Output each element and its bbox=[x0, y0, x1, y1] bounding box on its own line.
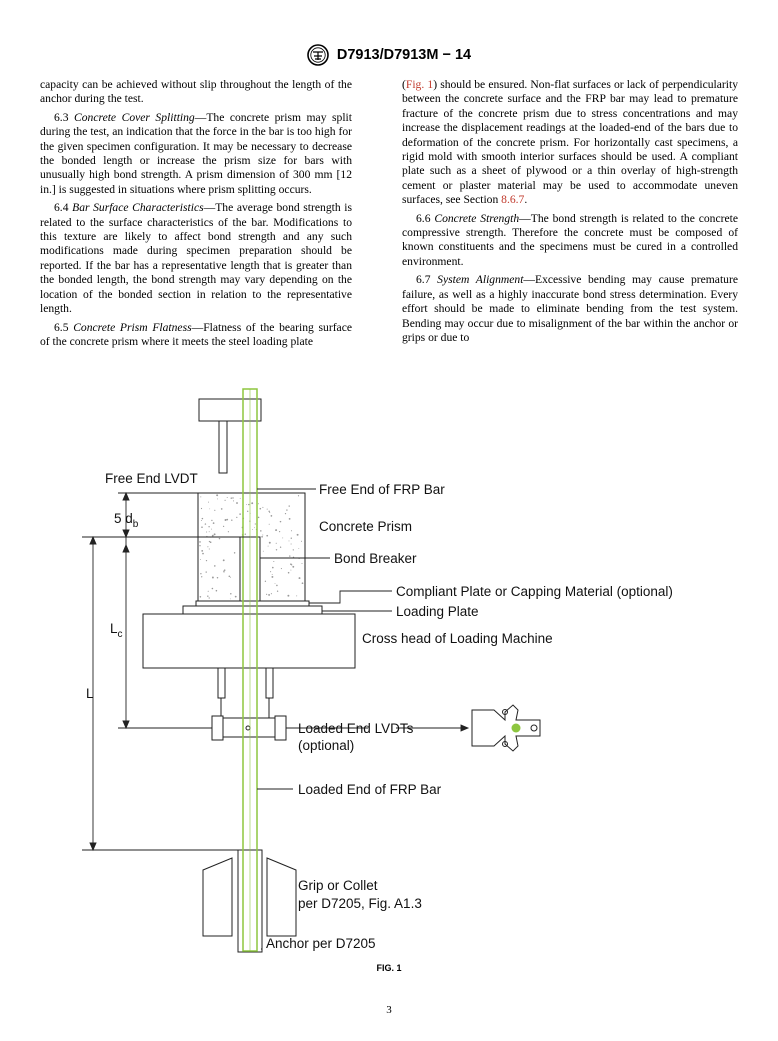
concrete-speckle bbox=[216, 494, 218, 496]
bar-section-icon bbox=[512, 724, 521, 733]
concrete-speckle bbox=[275, 583, 276, 584]
concrete-speckle bbox=[219, 538, 220, 539]
concrete-speckle bbox=[199, 545, 200, 546]
concrete-speckle bbox=[246, 504, 247, 505]
label-loading-plate: Loading Plate bbox=[396, 604, 479, 619]
text-fragment: ) should be ensured. Non-flat surfaces or lack of perpendicularity between the concrete surface and the FRP bar may lead to premature fracture of the concrete prism due to stress concentrations and may increase the displacement readings at the loaded-end of the bars due to deformation of the concrete prism. For horizontally cast specimens, a rigid mold with smooth interior surfaces should be used. A compliant plate such as a sheet of plywood or a thin overlay of high-strength cement or plaster material may be used to accommodate uneven surfaces, see Section bbox=[402, 78, 738, 207]
concrete-speckle bbox=[281, 568, 282, 569]
label-lc: $L_c$ bbox=[110, 621, 123, 640]
concrete-speckle bbox=[206, 560, 207, 561]
concrete-speckle bbox=[270, 571, 271, 572]
concrete-speckle bbox=[201, 520, 202, 521]
concrete-speckle bbox=[280, 521, 282, 523]
text-column-right bbox=[402, 78, 738, 349]
label-free-end-lvdt: Free End LVDT bbox=[105, 471, 198, 486]
concrete-speckle bbox=[248, 504, 249, 505]
concrete-speckle bbox=[201, 550, 203, 552]
concrete-speckle bbox=[230, 593, 232, 595]
concrete-speckle bbox=[289, 555, 290, 556]
label-5db: 5 $d_b$ bbox=[114, 511, 139, 530]
concrete-speckle bbox=[232, 497, 233, 498]
concrete-speckle bbox=[214, 565, 216, 567]
label-cross-head: Cross head of Loading Machine bbox=[362, 631, 553, 646]
section-6-5 bbox=[40, 321, 352, 350]
section-title: Concrete Prism Flatness bbox=[73, 320, 192, 334]
concrete-speckle bbox=[267, 509, 268, 510]
concrete-speckle bbox=[228, 531, 229, 532]
concrete-speckle bbox=[212, 588, 214, 590]
free-end-lvdt-sensor bbox=[219, 421, 227, 473]
concrete-speckle bbox=[212, 535, 214, 537]
section-body: —Excessive bending may cause premature failure, as well as a highly inaccurate bond stress determination. Every effort should be made to eliminate bending from the test system. Bending may occur due to misalignment of the bar within the anchor or grips or due to bbox=[402, 273, 738, 344]
figure-1 bbox=[0, 380, 778, 980]
text-fragment: ( bbox=[402, 78, 406, 91]
concrete-speckle bbox=[230, 598, 231, 599]
concrete-speckle bbox=[290, 563, 292, 565]
concrete-speckle bbox=[221, 508, 223, 510]
concrete-speckle bbox=[208, 502, 209, 503]
concrete-speckle bbox=[233, 500, 234, 501]
lvdt-rod-left bbox=[218, 668, 225, 698]
concrete-speckle bbox=[280, 547, 281, 548]
concrete-speckle bbox=[254, 527, 255, 528]
section-number: 6.7 bbox=[416, 273, 431, 287]
concrete-speckle bbox=[271, 593, 272, 594]
concrete-speckle bbox=[268, 511, 269, 512]
section-number: 6.6 bbox=[416, 211, 431, 225]
label-l: L bbox=[86, 686, 94, 701]
label-compliant-plate: Compliant Plate or Capping Material (optional) bbox=[396, 584, 673, 599]
text-column-left bbox=[40, 78, 352, 353]
concrete-speckle bbox=[259, 508, 261, 510]
lvdt-clamp-detail bbox=[472, 705, 540, 751]
concrete-speckle bbox=[289, 540, 290, 541]
concrete-speckle bbox=[258, 517, 260, 519]
concrete-speckle bbox=[269, 524, 270, 525]
concrete-speckle bbox=[216, 590, 218, 592]
concrete-speckle bbox=[277, 591, 278, 592]
concrete-speckle bbox=[296, 595, 297, 596]
section-title: Bar Surface Characteristics bbox=[72, 201, 204, 215]
page-number: 3 bbox=[386, 1004, 392, 1016]
concrete-speckle bbox=[285, 513, 286, 514]
concrete-speckle bbox=[209, 531, 210, 532]
test-setup-diagram bbox=[0, 380, 778, 980]
concrete-speckle bbox=[282, 537, 283, 538]
concrete-speckle bbox=[211, 520, 212, 521]
label-anchor: Anchor per D7205 bbox=[266, 936, 376, 951]
section-number: 6.3 bbox=[54, 110, 69, 124]
concrete-speckle bbox=[205, 523, 206, 524]
paragraph-continuation: capacity can be achieved without slip throughout the length of the anchor during the test. bbox=[40, 78, 352, 106]
label-free-end-bar: Free End of FRP Bar bbox=[319, 482, 445, 497]
concrete-speckle bbox=[229, 576, 231, 578]
concrete-speckle bbox=[223, 559, 225, 561]
concrete-speckle bbox=[287, 595, 289, 597]
concrete-speckle bbox=[207, 595, 208, 596]
concrete-speckle bbox=[201, 508, 202, 509]
concrete-speckle bbox=[209, 548, 210, 549]
section-body: —The average bond strength is related to the surface characteristics of the bar. Modifications to this texture are likely to affect bond strength and any such modifications made during specimen preparation should be reported. If the bar has a representative length that is greater than the bonded length, the bond strength may vary depending on the location of the bonded section in relation to the representative length. bbox=[40, 201, 352, 316]
concrete-speckle bbox=[227, 497, 228, 498]
concrete-speckle bbox=[214, 510, 215, 511]
concrete-speckle bbox=[207, 546, 208, 547]
concrete-speckle bbox=[252, 529, 253, 530]
concrete-speckle bbox=[200, 596, 202, 598]
concrete-speckle bbox=[286, 509, 287, 510]
concrete-speckle bbox=[208, 591, 209, 592]
cross-head bbox=[143, 614, 355, 668]
concrete-speckle bbox=[265, 581, 266, 582]
concrete-speckle bbox=[262, 535, 263, 536]
concrete-speckle bbox=[297, 534, 299, 536]
text-fragment: . bbox=[524, 193, 528, 207]
concrete-speckle bbox=[231, 497, 233, 499]
section-6-4 bbox=[40, 201, 352, 316]
concrete-speckle bbox=[209, 541, 210, 542]
grip-wedge-left bbox=[203, 858, 232, 936]
concrete-speckle bbox=[245, 533, 246, 534]
section-body: —The bond strength is related to the concrete compressive strength. Therefore the concrete must be composed of known constituents and the specimens must be cured in a controlled environment. bbox=[402, 211, 738, 268]
label-concrete-prism: Concrete Prism bbox=[319, 519, 413, 534]
concrete-speckle bbox=[268, 594, 270, 596]
concrete-speckle bbox=[234, 552, 235, 553]
concrete-speckle bbox=[279, 531, 280, 532]
concrete-speckle bbox=[206, 571, 207, 572]
concrete-speckle bbox=[268, 546, 269, 547]
concrete-speckle bbox=[272, 574, 273, 575]
concrete-speckle bbox=[292, 566, 294, 568]
figure-link[interactable]: Fig. 1 bbox=[405, 78, 434, 91]
concrete-speckle bbox=[226, 519, 228, 521]
paragraph-continuation bbox=[402, 78, 738, 208]
concrete-speckle bbox=[231, 519, 232, 520]
concrete-speckle bbox=[236, 502, 238, 504]
section-6-3 bbox=[40, 111, 352, 197]
concrete-speckle bbox=[302, 582, 304, 584]
concrete-speckle bbox=[298, 548, 299, 549]
section-number: 6.5 bbox=[54, 320, 69, 334]
concrete-speckle bbox=[269, 512, 270, 513]
section-6-7 bbox=[402, 273, 738, 345]
concrete-speckle bbox=[291, 543, 292, 544]
concrete-speckle bbox=[289, 518, 291, 520]
concrete-speckle bbox=[206, 531, 207, 532]
concrete-speckle bbox=[200, 559, 201, 560]
concrete-speckle bbox=[271, 576, 273, 578]
compliant-plate bbox=[196, 601, 309, 606]
concrete-speckle bbox=[200, 496, 201, 497]
concrete-speckle bbox=[272, 567, 274, 569]
label-grip-collet: Grip or Collet bbox=[298, 878, 378, 893]
concrete-speckle bbox=[247, 511, 248, 512]
concrete-speckle bbox=[266, 535, 268, 537]
concrete-speckle bbox=[266, 594, 267, 595]
concrete-speckle bbox=[199, 541, 201, 543]
concrete-speckle bbox=[271, 515, 273, 517]
concrete-speckle bbox=[217, 498, 218, 499]
concrete-speckle bbox=[209, 597, 210, 598]
concrete-speckle bbox=[235, 596, 237, 598]
concrete-speckle bbox=[263, 551, 264, 552]
concrete-speckle bbox=[213, 522, 215, 524]
concrete-speckle bbox=[239, 513, 241, 515]
concrete-speckle bbox=[299, 577, 301, 579]
astm-logo-icon bbox=[307, 44, 329, 66]
grip-wedge-right bbox=[267, 858, 296, 936]
concrete-speckle bbox=[261, 536, 263, 538]
section-6-6 bbox=[402, 212, 738, 270]
section-body: —The concrete prism may split during the test, an indication that the force in the bar is too high for the given specimen configuration. It may be necessary to decrease the bonded length or increase the prism size for bars with unusually high bond strength. A prism dimension of 300 mm [12 in.] is suggested in situations where prism splitting occurs. bbox=[40, 110, 352, 196]
concrete-speckle bbox=[240, 498, 241, 499]
page-header bbox=[0, 44, 778, 66]
concrete-speckle bbox=[288, 572, 290, 574]
concrete-speckle bbox=[262, 507, 263, 508]
concrete-speckle bbox=[212, 577, 214, 579]
concrete-speckle bbox=[224, 500, 225, 501]
concrete-speckle bbox=[273, 561, 274, 562]
concrete-speckle bbox=[200, 573, 201, 574]
concrete-speckle bbox=[201, 576, 202, 577]
section-number: 6.4 bbox=[54, 201, 69, 215]
concrete-speckle bbox=[301, 541, 302, 542]
concrete-speckle bbox=[211, 529, 212, 530]
concrete-speckle bbox=[275, 529, 277, 531]
label-per-d7205: per D7205, Fig. A1.3 bbox=[298, 896, 422, 911]
concrete-speckle bbox=[201, 526, 203, 528]
concrete-speckle bbox=[276, 549, 277, 550]
label-optional: (optional) bbox=[298, 738, 355, 753]
concrete-speckle bbox=[223, 526, 224, 527]
concrete-speckle bbox=[202, 553, 204, 555]
concrete-speckle bbox=[298, 495, 299, 496]
concrete-speckle bbox=[276, 543, 277, 544]
concrete-speckle bbox=[260, 530, 262, 532]
concrete-speckle bbox=[251, 502, 253, 504]
section-title: System Alignment bbox=[437, 273, 524, 287]
section-title: Concrete Strength bbox=[434, 211, 520, 225]
concrete-speckle bbox=[258, 503, 259, 504]
loading-plate bbox=[183, 606, 322, 614]
concrete-speckle bbox=[302, 563, 303, 564]
concrete-speckle bbox=[291, 538, 292, 539]
concrete-speckle bbox=[230, 577, 231, 578]
section-title: Concrete Cover Splitting bbox=[74, 110, 195, 124]
standard-designation: D7913/D7913M − 14 bbox=[336, 47, 472, 63]
concrete-speckle bbox=[209, 508, 210, 509]
concrete-speckle bbox=[236, 517, 237, 518]
concrete-speckle bbox=[225, 519, 227, 521]
free-end-lvdt-body bbox=[199, 399, 261, 421]
concrete-speckle bbox=[214, 533, 216, 535]
concrete-speckle bbox=[202, 518, 203, 519]
concrete-speckle bbox=[208, 526, 209, 527]
label-loaded-end-lvdts: Loaded End LVDTs bbox=[298, 721, 414, 736]
concrete-speckle bbox=[276, 585, 278, 587]
concrete-speckle bbox=[224, 569, 226, 571]
concrete-speckle bbox=[269, 542, 271, 544]
label-bond-breaker: Bond Breaker bbox=[334, 551, 417, 566]
lvdt-rod-right bbox=[266, 668, 273, 698]
section-body: —Flatness of the bearing surface of the concrete prism where it meets the steel loading plate bbox=[40, 320, 352, 348]
figure-caption: FIG. 1 bbox=[376, 963, 402, 973]
concrete-speckle bbox=[289, 505, 290, 506]
concrete-speckle bbox=[255, 523, 256, 524]
concrete-speckle bbox=[291, 530, 292, 531]
concrete-speckle bbox=[293, 549, 294, 550]
concrete-speckle bbox=[290, 570, 291, 571]
concrete-speckle bbox=[217, 577, 218, 578]
section-link[interactable]: 8.6.7 bbox=[501, 193, 525, 207]
label-loaded-end-bar: Loaded End of FRP Bar bbox=[298, 782, 442, 797]
